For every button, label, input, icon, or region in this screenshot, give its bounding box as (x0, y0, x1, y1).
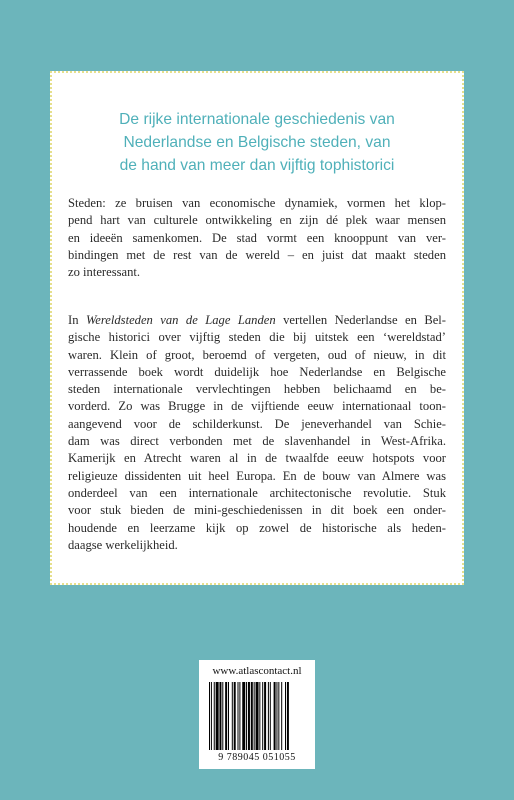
text-line: vorderd. Zo was Brugge in de vijftiende eeuw internationaal toon- (68, 399, 446, 414)
barcode-bar (254, 682, 255, 750)
panel-content (60, 73, 454, 583)
text-line: gische historici over vijftig steden die bij uitstek een ‘wereldstad’ (68, 330, 446, 345)
barcode-bar (228, 682, 229, 750)
text-line: verrassende boek wordt duidelijk hoe Nederlandse en Belgische (68, 364, 446, 379)
book-title: Wereldsteden van de Lage Landen (85, 313, 276, 327)
text-line: waren. Klein of groot, beroemd of vergeten, oud of nieuw, in dit (68, 347, 446, 362)
barcode-bar (264, 682, 266, 750)
text-line-first (68, 312, 446, 329)
text-line: Kamerijk en Atrecht waren al in de twaalfde eeuw hotspots voor (68, 451, 446, 466)
barcode-bar (209, 682, 210, 750)
barcode-bar (246, 682, 247, 750)
text-line: pend hart van culturele ontwikkeling en zijn dé plek waar mensen (68, 213, 446, 228)
barcode-bar (287, 682, 289, 750)
barcode-label (199, 660, 315, 769)
barcode-icon (209, 682, 307, 750)
text-line: zo interessant. (68, 265, 141, 280)
barcode-bar (216, 682, 219, 750)
text-line: steden internationale vervlechtingen hebben belichaamd en be- (68, 382, 446, 397)
text-panel (50, 71, 464, 585)
first-line-rest: vertellen Nederlandse en Bel- (275, 313, 446, 327)
barcode-bar (239, 682, 240, 750)
paragraph-intro (68, 195, 446, 281)
barcode-bar (214, 682, 215, 750)
barcode-bar (278, 682, 279, 750)
isbn-number: 9 789045 051055 (218, 752, 296, 763)
barcode-bar (222, 682, 223, 750)
text-line: aangevend voor de schilderkunst. De jeneverhandel van Schie- (68, 416, 446, 431)
text-line: onderdeel van een internationale architectonische revolutie. Stuk (68, 485, 446, 500)
barcode-bar (262, 682, 263, 750)
barcode-bar (219, 682, 221, 750)
barcode-bar (211, 682, 212, 750)
barcode-bar (281, 682, 282, 750)
text-line: en ideeën samenkomen. De stad vormt een knooppunt van ver- (68, 230, 446, 245)
text-line: houdende en leerzame kijk op zowel de historische als heden- (68, 520, 446, 535)
barcode-bar (274, 682, 276, 750)
barcode-bar (276, 682, 277, 750)
text-line: daagse werkelijkheid. (68, 537, 178, 552)
text-line: voor stuk bieden de mini-geschiedenissen in dit boek een onder- (68, 503, 446, 518)
barcode-bar (259, 682, 260, 750)
text-line: bindingen met de rest van de wereld – en juist dat maakt steden (68, 247, 446, 262)
barcode-bar (268, 682, 269, 750)
tagline-line: Nederlandse en Belgische steden, van (123, 134, 391, 151)
text-line: religieuze dissidenten uit heel Europa. En de bouw van Almere was (68, 468, 446, 483)
publisher-url: www.atlascontact.nl (212, 665, 302, 677)
barcode-bar (270, 682, 271, 750)
barcode-bar (242, 682, 245, 750)
tagline-line: de hand van meer dan vijftig tophistorici (119, 157, 395, 174)
intro-word: In (68, 313, 86, 327)
barcode-bar (285, 682, 286, 750)
barcode-bar (256, 682, 259, 750)
barcode-bar (232, 682, 233, 750)
tagline-line: De rijke internationale geschiedenis van (119, 111, 395, 128)
barcode-bar (251, 682, 253, 750)
tagline (60, 108, 454, 177)
text-line: Steden: ze bruisen van economische dynamiek, vormen het klop- (68, 196, 446, 210)
barcode-bar (238, 682, 239, 750)
text-line: dam was direct verbonden met de slavenhandel in West-Afrika. (68, 434, 446, 449)
barcode-bar (248, 682, 250, 750)
barcode-bar (234, 682, 236, 750)
barcode-bar (225, 682, 227, 750)
paragraph-description (68, 312, 446, 554)
